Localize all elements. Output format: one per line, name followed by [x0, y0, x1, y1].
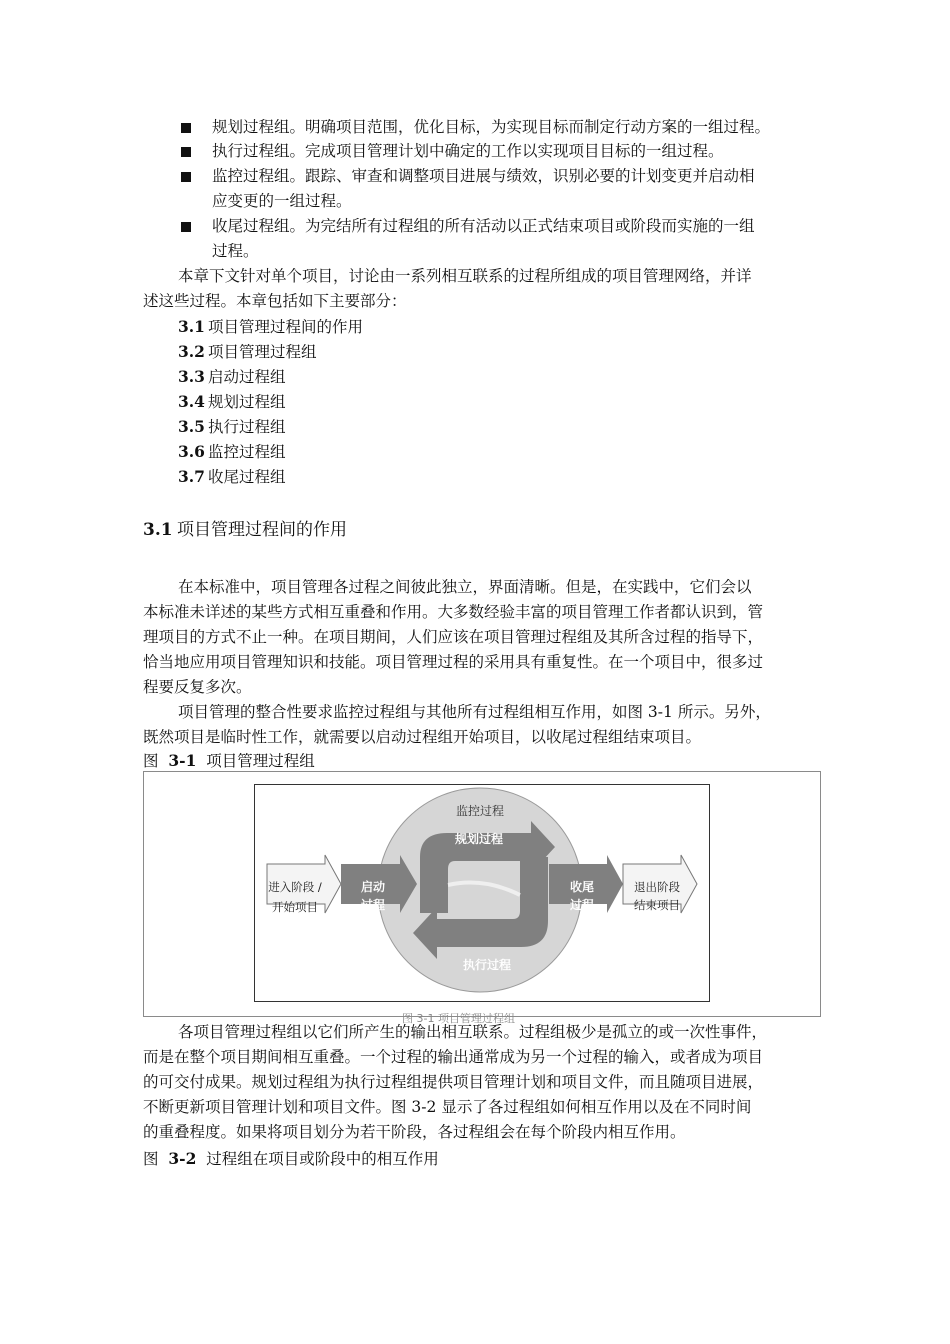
toc-number: 3.4 [178, 392, 205, 411]
closing-label-1: 收尾 [569, 880, 595, 894]
section-title: 项目管理过程间的作用 [177, 520, 347, 540]
toc-number: 3.1 [178, 317, 205, 336]
paragraph-line: 的可交付成果。规划过程组为执行过程组提供项目管理计划和项目文件，而且随项目进展， [143, 1073, 764, 1091]
bullet-text: 收尾过程组。为完结所有过程组的所有活动以正式结束项目或阶段而实施的一组 [212, 217, 755, 235]
paragraph-line: 的重叠程度。如果将项目划分为若干阶段，各过程组会在每个阶段内相互作用。 [143, 1123, 686, 1141]
paragraph-line: 各项目管理过程组以它们所产生的输出相互联系。过程组极少是孤立的或一次性事件， [178, 1023, 768, 1041]
paragraph-line: 既然项目是临时性工作，就需要以启动过程组开始项目，以收尾过程组结束项目。 [143, 728, 702, 746]
paragraph-line: 理项目的方式不止一种。在项目期间，人们应该在项目管理过程组及其所含过程的指导下， [143, 628, 764, 646]
paragraph-line: 程要反复多次。 [143, 678, 252, 696]
toc-item [178, 314, 363, 340]
figure-prefix: 图 [143, 1150, 159, 1168]
toc-title: 收尾过程组 [208, 468, 286, 486]
paragraph-line: 而是在整个项目期间相互重叠。一个过程的输出通常成为另一个过程的输入，或者成为项目 [143, 1048, 764, 1066]
enter-label-2: 开始项目 [272, 900, 318, 914]
toc-item [178, 414, 286, 440]
initiating-label-2: 过程 [360, 898, 386, 912]
bullet-square-icon [181, 147, 191, 157]
bullet-text: 监控过程组。跟踪、审查和调整项目进展与绩效，识别必要的计划变更并启动相 [212, 167, 755, 185]
paragraph-line: 在本标准中，项目管理各过程之间彼此独立，界面清晰。但是，在实践中，它们会以 [178, 578, 752, 596]
bullet-text: 应变更的一组过程。 [212, 192, 352, 210]
executing-label: 执行过程 [462, 958, 512, 972]
intro-line: 述这些过程。本章包括如下主要部分： [143, 292, 407, 310]
intro-line: 本章下文针对单个项目，讨论由一系列相互联系的过程所组成的项目管理网络，并详 [178, 267, 752, 285]
bullet-text: 过程。 [212, 242, 259, 260]
paragraph-line: 项目管理的整合性要求监控过程组与其他所有过程组相互作用，如图 3-1 所示。另外， [178, 703, 771, 721]
toc-item [178, 389, 286, 415]
bullet-square-icon [181, 123, 191, 133]
toc-item [178, 364, 286, 390]
process-group-diagram [255, 785, 709, 1001]
toc-item [178, 464, 286, 490]
figure-inner-caption: 图 3-1 项目管理过程组 [402, 1012, 515, 1025]
figure-image [254, 784, 710, 1002]
toc-title: 监控过程组 [208, 443, 286, 461]
toc-title: 项目管理过程组 [208, 343, 317, 361]
initiating-label-1: 启动 [360, 880, 386, 894]
toc-item [178, 339, 317, 365]
planning-label: 规划过程 [454, 832, 504, 846]
bullet-text: 执行过程组。完成项目管理计划中确定的工作以实现项目目标的一组过程。 [212, 142, 724, 160]
toc-title: 规划过程组 [208, 393, 286, 411]
paragraph-line: 本标准未详述的某些方式相互重叠和作用。大多数经验丰富的项目管理工作者都认识到，管 [143, 603, 764, 621]
toc-title: 项目管理过程间的作用 [208, 318, 364, 336]
figure-caption [143, 1146, 439, 1172]
section-number: 3.1 [143, 520, 173, 540]
paragraph-line: 恰当地应用项目管理知识和技能。项目管理过程的采用具有重复性。在一个项目中，很多过 [143, 653, 764, 671]
exit-label-1: 退出阶段 [634, 880, 680, 894]
figure-number: 3-1 [168, 751, 197, 770]
closing-label-2: 过程 [569, 898, 595, 912]
toc-item [178, 439, 286, 465]
figure-prefix: 图 [143, 752, 159, 770]
bullet-text: 规划过程组。明确项目范围，优化目标，为实现目标而制定行动方案的一组过程。 [212, 118, 771, 136]
toc-number: 3.5 [178, 417, 205, 436]
toc-title: 启动过程组 [208, 368, 286, 386]
paragraph-line: 不断更新项目管理计划和项目文件。图 3-2 显示了各过程组如何相互作用以及在不同时间 [143, 1098, 752, 1116]
monitor-label: 监控过程 [455, 804, 505, 818]
enter-label-1: 进入阶段 / [268, 880, 322, 894]
figure-number: 3-2 [168, 1149, 197, 1168]
toc-title: 执行过程组 [208, 418, 286, 436]
figure-title: 过程组在项目或阶段中的相互作用 [206, 1150, 439, 1168]
toc-number: 3.7 [178, 467, 205, 486]
toc-number: 3.6 [178, 442, 205, 461]
exit-label-2: 结束项目 [634, 898, 680, 912]
toc-number: 3.2 [178, 342, 205, 361]
section-heading [143, 517, 347, 543]
toc-number: 3.3 [178, 367, 205, 386]
figure-title: 项目管理过程组 [206, 752, 315, 770]
bullet-square-icon [181, 222, 191, 232]
bullet-square-icon [181, 172, 191, 182]
